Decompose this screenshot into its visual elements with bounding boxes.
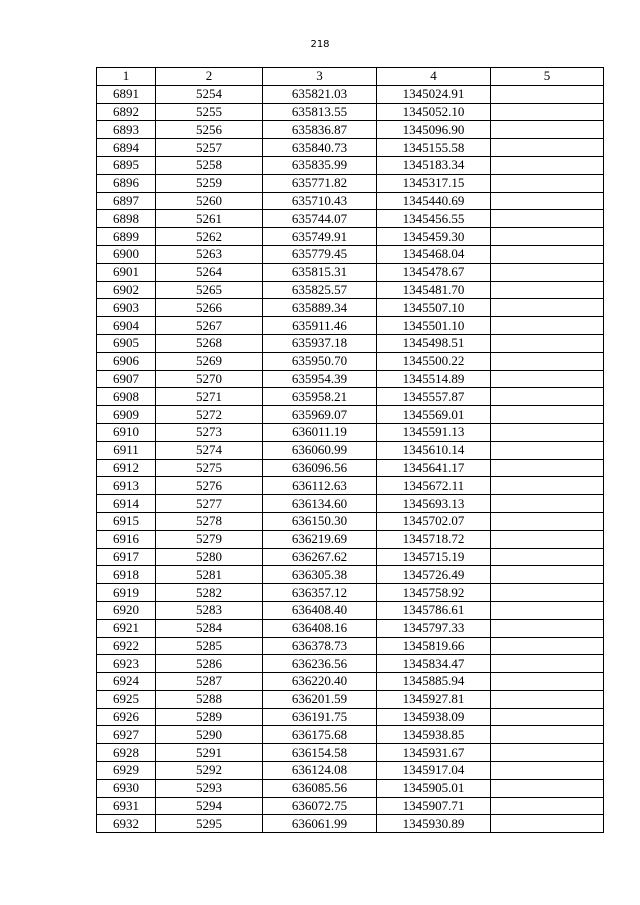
- table-cell: 1345758.92: [377, 584, 491, 602]
- table-cell: 6912: [97, 459, 156, 477]
- table-cell: 1345927.81: [377, 690, 491, 708]
- table-cell: 635710.43: [263, 192, 377, 210]
- table-row: [97, 352, 604, 370]
- table-row: [97, 477, 604, 495]
- table-row: [97, 334, 604, 352]
- table-cell: 1345797.33: [377, 619, 491, 637]
- table-cell: [491, 334, 604, 352]
- table-cell: 636201.59: [263, 690, 377, 708]
- table-cell: [491, 156, 604, 174]
- table-cell: 5265: [156, 281, 263, 299]
- table-cell: [491, 317, 604, 335]
- table-cell: 6904: [97, 317, 156, 335]
- table-cell: [491, 673, 604, 691]
- table-cell: [491, 210, 604, 228]
- table-cell: 636060.99: [263, 441, 377, 459]
- table-cell: 6893: [97, 121, 156, 139]
- table-cell: 5273: [156, 423, 263, 441]
- table-cell: 5283: [156, 601, 263, 619]
- column-header-1: 1: [97, 68, 156, 86]
- table-row: [97, 797, 604, 815]
- table-row: [97, 317, 604, 335]
- table-cell: 5292: [156, 762, 263, 780]
- table-cell: 635840.73: [263, 139, 377, 157]
- table-cell: [491, 708, 604, 726]
- table-cell: [491, 388, 604, 406]
- table-cell: 1345155.58: [377, 139, 491, 157]
- table-cell: 636154.58: [263, 744, 377, 762]
- table-row: [97, 388, 604, 406]
- table-cell: 6924: [97, 673, 156, 691]
- table-cell: 5257: [156, 139, 263, 157]
- table-cell: 636175.68: [263, 726, 377, 744]
- table-cell: 5289: [156, 708, 263, 726]
- table-cell: 5294: [156, 797, 263, 815]
- table-cell: 6908: [97, 388, 156, 406]
- table-cell: 6916: [97, 530, 156, 548]
- table-cell: 636219.69: [263, 530, 377, 548]
- table-row: [97, 370, 604, 388]
- table-cell: 5267: [156, 317, 263, 335]
- table-cell: 6917: [97, 548, 156, 566]
- table-cell: 636408.16: [263, 619, 377, 637]
- table-cell: [491, 779, 604, 797]
- table-cell: [491, 512, 604, 530]
- table-row: [97, 192, 604, 210]
- table-cell: 5276: [156, 477, 263, 495]
- table-cell: 1345907.71: [377, 797, 491, 815]
- table-cell: 1345702.07: [377, 512, 491, 530]
- page-number: 218: [310, 39, 330, 50]
- table-header-row: [97, 68, 604, 86]
- table-cell: [491, 744, 604, 762]
- table-cell: [491, 85, 604, 103]
- table-cell: 636112.63: [263, 477, 377, 495]
- table-cell: 6923: [97, 655, 156, 673]
- table-cell: 5256: [156, 121, 263, 139]
- table-cell: 5259: [156, 174, 263, 192]
- table-cell: [491, 281, 604, 299]
- table-cell: 1345610.14: [377, 441, 491, 459]
- table-cell: 5295: [156, 815, 263, 833]
- table-cell: 5271: [156, 388, 263, 406]
- table-cell: [491, 762, 604, 780]
- table-cell: 6899: [97, 228, 156, 246]
- column-header-4: 4: [377, 68, 491, 86]
- table-cell: 636011.19: [263, 423, 377, 441]
- table-cell: 1345930.89: [377, 815, 491, 833]
- table-cell: 635889.34: [263, 299, 377, 317]
- table-cell: 635779.45: [263, 245, 377, 263]
- table-cell: 1345501.10: [377, 317, 491, 335]
- table-row: [97, 548, 604, 566]
- column-header-2: 2: [156, 68, 263, 86]
- table-row: [97, 423, 604, 441]
- table-cell: [491, 495, 604, 513]
- table-cell: [491, 584, 604, 602]
- table-cell: 1345183.34: [377, 156, 491, 174]
- table-cell: 1345591.13: [377, 423, 491, 441]
- table-cell: [491, 477, 604, 495]
- table-cell: 1345715.19: [377, 548, 491, 566]
- table-cell: 5279: [156, 530, 263, 548]
- table-cell: 635954.39: [263, 370, 377, 388]
- table-cell: 1345931.67: [377, 744, 491, 762]
- table-row: [97, 495, 604, 513]
- table-cell: 635969.07: [263, 406, 377, 424]
- table-cell: 5275: [156, 459, 263, 477]
- table-cell: 5288: [156, 690, 263, 708]
- table-cell: 5255: [156, 103, 263, 121]
- table-cell: 635771.82: [263, 174, 377, 192]
- table-cell: 6932: [97, 815, 156, 833]
- table-row: [97, 174, 604, 192]
- table-cell: [491, 174, 604, 192]
- table-row: [97, 512, 604, 530]
- table-cell: 1345500.22: [377, 352, 491, 370]
- table-cell: 636357.12: [263, 584, 377, 602]
- table-cell: 636191.75: [263, 708, 377, 726]
- table-cell: [491, 548, 604, 566]
- table-cell: 6900: [97, 245, 156, 263]
- table-cell: [491, 815, 604, 833]
- table-cell: 1345440.69: [377, 192, 491, 210]
- column-header-5: 5: [491, 68, 604, 86]
- table-cell: 1345024.91: [377, 85, 491, 103]
- table-cell: 6919: [97, 584, 156, 602]
- table-cell: 636072.75: [263, 797, 377, 815]
- table-cell: 5264: [156, 263, 263, 281]
- table-cell: 5287: [156, 673, 263, 691]
- table-cell: 635813.55: [263, 103, 377, 121]
- table-cell: 6897: [97, 192, 156, 210]
- table-cell: [491, 726, 604, 744]
- table-cell: 5293: [156, 779, 263, 797]
- table-cell: [491, 406, 604, 424]
- table-cell: 6892: [97, 103, 156, 121]
- table-row: [97, 263, 604, 281]
- table-cell: 1345718.72: [377, 530, 491, 548]
- table-cell: 1345507.10: [377, 299, 491, 317]
- table-cell: 1345498.51: [377, 334, 491, 352]
- table-row: [97, 210, 604, 228]
- table-cell: 5286: [156, 655, 263, 673]
- table-cell: [491, 352, 604, 370]
- table-cell: 635744.07: [263, 210, 377, 228]
- table-cell: 6921: [97, 619, 156, 637]
- table-cell: [491, 530, 604, 548]
- table-cell: 636267.62: [263, 548, 377, 566]
- table-cell: 5254: [156, 85, 263, 103]
- table-cell: 6927: [97, 726, 156, 744]
- table-cell: 5260: [156, 192, 263, 210]
- table-row: [97, 156, 604, 174]
- table-cell: 1345938.09: [377, 708, 491, 726]
- table-cell: [491, 423, 604, 441]
- table-cell: 1345096.90: [377, 121, 491, 139]
- table-cell: 635958.21: [263, 388, 377, 406]
- table-cell: 635950.70: [263, 352, 377, 370]
- table-body: [97, 85, 604, 832]
- table-cell: 5272: [156, 406, 263, 424]
- table-cell: 6902: [97, 281, 156, 299]
- table-cell: 635749.91: [263, 228, 377, 246]
- table-cell: [491, 299, 604, 317]
- table-cell: 1345557.87: [377, 388, 491, 406]
- table-cell: 5284: [156, 619, 263, 637]
- table-row: [97, 406, 604, 424]
- table-cell: [491, 192, 604, 210]
- table-cell: 635937.18: [263, 334, 377, 352]
- table-cell: 6896: [97, 174, 156, 192]
- table-row: [97, 281, 604, 299]
- table-cell: [491, 370, 604, 388]
- table-cell: 636096.56: [263, 459, 377, 477]
- table-cell: 636124.08: [263, 762, 377, 780]
- table-row: [97, 139, 604, 157]
- table-cell: 6922: [97, 637, 156, 655]
- table-row: [97, 601, 604, 619]
- table-cell: [491, 637, 604, 655]
- table-cell: 1345456.55: [377, 210, 491, 228]
- table-row: [97, 299, 604, 317]
- table-row: [97, 779, 604, 797]
- table-cell: 636378.73: [263, 637, 377, 655]
- table-row: [97, 566, 604, 584]
- table-cell: 1345726.49: [377, 566, 491, 584]
- table-row: [97, 103, 604, 121]
- table-row: [97, 85, 604, 103]
- table-cell: 5277: [156, 495, 263, 513]
- table-cell: 5269: [156, 352, 263, 370]
- table-cell: 6911: [97, 441, 156, 459]
- table-cell: 5280: [156, 548, 263, 566]
- table-cell: 636236.56: [263, 655, 377, 673]
- table-cell: 1345885.94: [377, 673, 491, 691]
- table-cell: 6906: [97, 352, 156, 370]
- table-cell: 5261: [156, 210, 263, 228]
- table-cell: 636150.30: [263, 512, 377, 530]
- table-cell: 1345481.70: [377, 281, 491, 299]
- table-row: [97, 726, 604, 744]
- table-row: [97, 655, 604, 673]
- table-cell: 1345478.67: [377, 263, 491, 281]
- table-row: [97, 744, 604, 762]
- table-cell: 6895: [97, 156, 156, 174]
- table-cell: 1345938.85: [377, 726, 491, 744]
- table-cell: [491, 690, 604, 708]
- table-cell: 6920: [97, 601, 156, 619]
- table-cell: [491, 263, 604, 281]
- table-cell: 6925: [97, 690, 156, 708]
- table-cell: 635825.57: [263, 281, 377, 299]
- table-cell: 1345905.01: [377, 779, 491, 797]
- table-cell: 6930: [97, 779, 156, 797]
- table-row: [97, 459, 604, 477]
- table-cell: [491, 103, 604, 121]
- table-cell: 6928: [97, 744, 156, 762]
- table-cell: 5281: [156, 566, 263, 584]
- table-cell: [491, 139, 604, 157]
- table-cell: 6894: [97, 139, 156, 157]
- coordinates-table: [96, 67, 604, 833]
- table-cell: 6907: [97, 370, 156, 388]
- table-cell: 6910: [97, 423, 156, 441]
- table-cell: 6926: [97, 708, 156, 726]
- table-cell: 5268: [156, 334, 263, 352]
- table-cell: 6915: [97, 512, 156, 530]
- table-row: [97, 673, 604, 691]
- table-cell: 635836.87: [263, 121, 377, 139]
- table-cell: 1345786.61: [377, 601, 491, 619]
- table-cell: 5266: [156, 299, 263, 317]
- table-cell: [491, 228, 604, 246]
- table-cell: 6909: [97, 406, 156, 424]
- column-header-3: 3: [263, 68, 377, 86]
- table-row: [97, 121, 604, 139]
- table-cell: 635911.46: [263, 317, 377, 335]
- table-cell: 1345514.89: [377, 370, 491, 388]
- table-row: [97, 619, 604, 637]
- table-row: [97, 530, 604, 548]
- table-row: [97, 815, 604, 833]
- table-cell: 6901: [97, 263, 156, 281]
- table-cell: 635835.99: [263, 156, 377, 174]
- table-cell: 5263: [156, 245, 263, 263]
- table-cell: 635821.03: [263, 85, 377, 103]
- table-cell: 1345459.30: [377, 228, 491, 246]
- table-cell: 6929: [97, 762, 156, 780]
- table-cell: 1345693.13: [377, 495, 491, 513]
- table-cell: [491, 245, 604, 263]
- table-cell: 636305.38: [263, 566, 377, 584]
- table-row: [97, 245, 604, 263]
- table-row: [97, 441, 604, 459]
- table-cell: 1345052.10: [377, 103, 491, 121]
- table-cell: 5282: [156, 584, 263, 602]
- table-cell: [491, 797, 604, 815]
- table-cell: 1345569.01: [377, 406, 491, 424]
- table-row: [97, 228, 604, 246]
- table-cell: 1345834.47: [377, 655, 491, 673]
- table-cell: 1345672.11: [377, 477, 491, 495]
- table-cell: 1345468.04: [377, 245, 491, 263]
- table-cell: 5290: [156, 726, 263, 744]
- table-cell: 6914: [97, 495, 156, 513]
- table-cell: 5291: [156, 744, 263, 762]
- table-cell: 6905: [97, 334, 156, 352]
- table-row: [97, 690, 604, 708]
- table-cell: 636134.60: [263, 495, 377, 513]
- table-cell: 5262: [156, 228, 263, 246]
- table-cell: 5258: [156, 156, 263, 174]
- table-cell: [491, 121, 604, 139]
- table-cell: 6918: [97, 566, 156, 584]
- table-row: [97, 762, 604, 780]
- table-row: [97, 584, 604, 602]
- table-cell: 5274: [156, 441, 263, 459]
- table-cell: 636061.99: [263, 815, 377, 833]
- table-cell: [491, 441, 604, 459]
- table-cell: 6903: [97, 299, 156, 317]
- table-cell: 635815.31: [263, 263, 377, 281]
- table-cell: [491, 619, 604, 637]
- table-cell: [491, 459, 604, 477]
- table-cell: 636408.40: [263, 601, 377, 619]
- table-cell: [491, 601, 604, 619]
- table-cell: 1345641.17: [377, 459, 491, 477]
- table-cell: 6891: [97, 85, 156, 103]
- table-cell: 5270: [156, 370, 263, 388]
- table-row: [97, 708, 604, 726]
- table-cell: 1345917.04: [377, 762, 491, 780]
- table-cell: 1345819.66: [377, 637, 491, 655]
- table-cell: 636085.56: [263, 779, 377, 797]
- table-cell: 6898: [97, 210, 156, 228]
- table-row: [97, 637, 604, 655]
- table-cell: [491, 655, 604, 673]
- table-cell: 6913: [97, 477, 156, 495]
- table-cell: 1345317.15: [377, 174, 491, 192]
- table-cell: [491, 566, 604, 584]
- table-cell: 6931: [97, 797, 156, 815]
- table-cell: 5278: [156, 512, 263, 530]
- table-cell: 5285: [156, 637, 263, 655]
- table-cell: 636220.40: [263, 673, 377, 691]
